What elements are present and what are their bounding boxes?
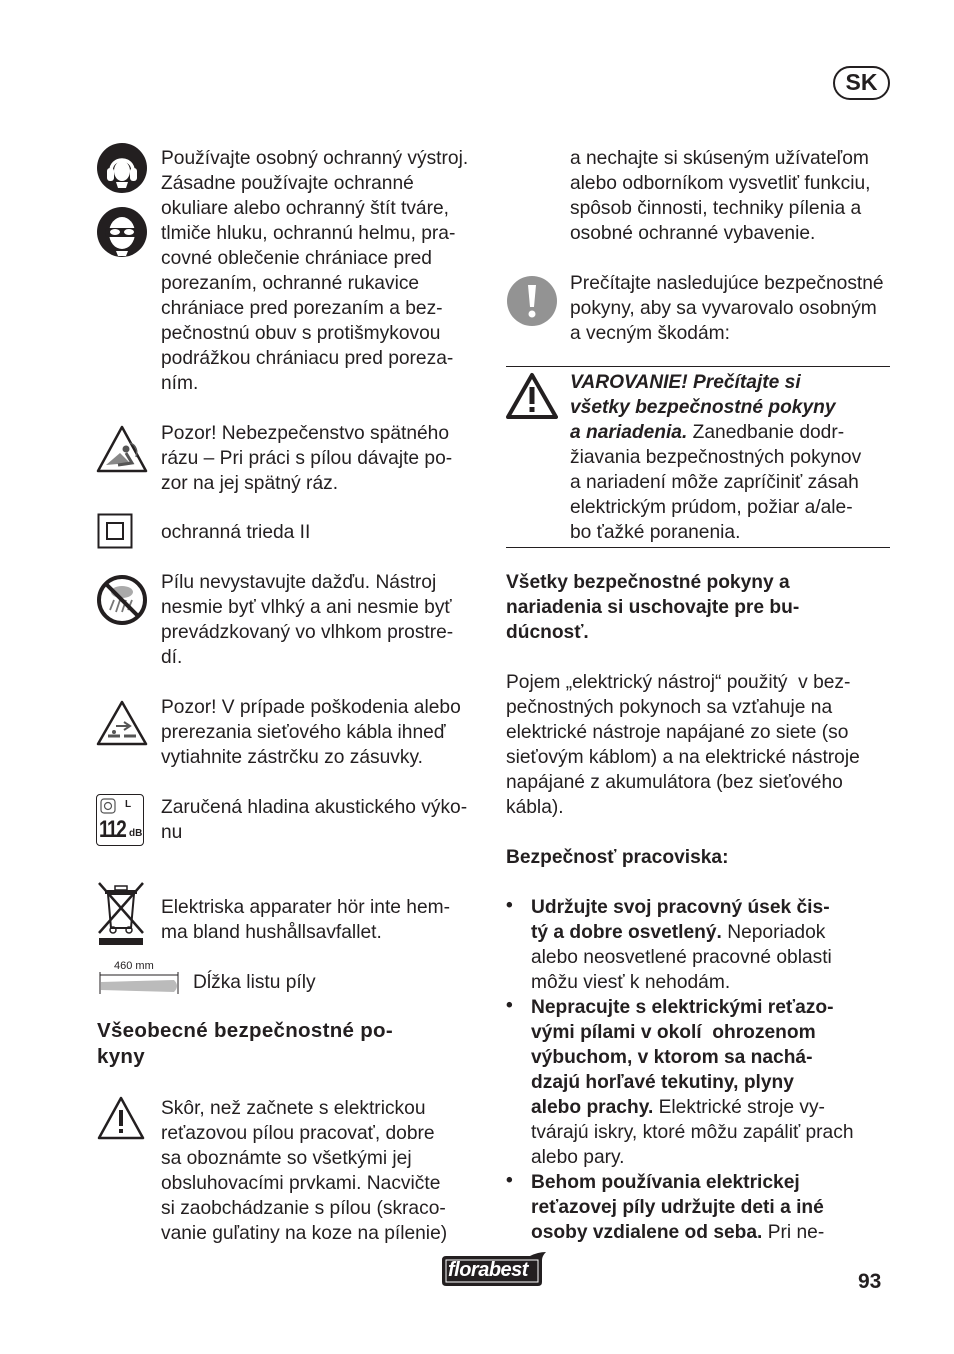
text-line: nariadenia si uschovajte pre bu- (506, 597, 800, 618)
language-badge: SK (833, 66, 890, 100)
warning-bold-line: VAROVANIE! Prečítajte si (570, 372, 801, 393)
no-rain-icon (96, 574, 148, 626)
text-line: dúcnosť. (506, 622, 589, 643)
text-line: alebo neosvetlené pracovné oblasti (531, 947, 832, 968)
bullet: • (506, 895, 513, 916)
ear-protection-icon (96, 142, 148, 194)
text-line: prevádzkovaný vo vlhkom prostre- (161, 622, 454, 643)
text-line: alebo pary. (531, 1147, 625, 1168)
warning-top-rule (506, 366, 890, 367)
text-line: okuliare alebo ochranný štít tváre, (161, 198, 449, 219)
bold-line: Nepracujte s elektrickými reťazo- (531, 997, 834, 1018)
workplace-safety-heading (506, 845, 728, 870)
text-line: a nariadení môže zapríčiniť zásah (570, 472, 859, 493)
read-instructions-text (570, 271, 884, 346)
keep-instructions-text (506, 570, 799, 645)
text-line: zor na jej spätný ráz. (161, 473, 339, 494)
text-line: si zaobchádzanie s pílou (skraco- (161, 1198, 446, 1219)
text-line: covné oblečenie chrániace pred (161, 248, 432, 269)
text-line: Dĺžka listu píly (193, 972, 316, 993)
text-line: chrániace pred porezaním a bez- (161, 298, 443, 319)
bar-length-label: 460 mm (114, 960, 154, 972)
text-line: Pílu nevystavujte dažďu. Nástroj (161, 572, 437, 593)
noise-level-icon (96, 794, 144, 846)
bullet-item (531, 1170, 824, 1245)
warning-block (570, 370, 861, 545)
noise-unit: dB (129, 828, 143, 839)
text-line: Zásadne používajte ochranné (161, 173, 414, 194)
exclamation-icon (507, 276, 557, 326)
bold-line: Udržujte svoj pracovný úsek čis- (531, 897, 830, 918)
noise-text (161, 795, 467, 845)
bullet: • (506, 995, 513, 1016)
text-line: prerezania sieťového kábla ihneď (161, 722, 446, 743)
term-definition-text (506, 670, 860, 820)
text-line: ma bland hushållsavfallet. (161, 922, 382, 943)
warning-icon (97, 1096, 145, 1140)
protection-class-ii-icon (97, 513, 133, 549)
text-line: ochranná trieda II (161, 522, 311, 543)
text-line: ním. (161, 373, 199, 394)
weee-bin-icon (96, 880, 146, 946)
warning-icon (506, 372, 558, 420)
bullet-item (531, 995, 854, 1170)
class-ii-text (161, 520, 310, 545)
kickback-text (161, 421, 452, 496)
florabest-logo (438, 1250, 550, 1288)
text-line: pečnostnú obuv s protišmykovou (161, 323, 441, 344)
text-line: vanie guľatiny na koze na pílenie) (161, 1223, 448, 1244)
rain-text (161, 570, 453, 670)
noise-value: 112 (99, 816, 126, 843)
text-line: Pozor! Nebezpečenstvo spätného (161, 423, 449, 444)
text-line: bo ťažké poranenia. (570, 522, 741, 543)
text-line: žiavania bezpečnostných pokynov (570, 447, 862, 468)
text-line: tlmiče hluku, ochrannú helmu, pra- (161, 223, 456, 244)
text-line: dí. (161, 647, 183, 668)
bold-line: alebo prachy. (531, 1097, 654, 1118)
text-line: osobné ochranné vybavenie. (570, 223, 816, 244)
text-line: Všetky bezpečnostné pokyny a (506, 572, 790, 593)
bold-line: osoby vzdialene od seba. (531, 1222, 763, 1243)
page-number: 93 (858, 1270, 882, 1293)
cable-damage-warning-icon (96, 700, 148, 746)
text-line: elektrické nástroje napájané zo siete (so (506, 722, 849, 743)
text-line: reťazovou pílou pracovať, dobre (161, 1123, 435, 1144)
text-line: Zaručená hladina akustického výko- (161, 797, 468, 818)
text-line: Skôr, než začnete s elektrickou (161, 1098, 426, 1119)
kickback-warning-icon (96, 425, 148, 473)
text-line: alebo odborníkom vysvetliť funkciu, (570, 173, 871, 194)
logo-text: florabest (448, 1259, 528, 1281)
weee-text (161, 895, 450, 945)
text-line: sieťovým káblom) a na elektrické nástroje (506, 747, 860, 768)
text-line: Zanedbanie dodr- (687, 422, 845, 443)
text-line: môžu viesť k nehodám. (531, 972, 731, 993)
text-line: Pojem „elektrický nástroj“ použitý v bez- (506, 672, 851, 693)
sound-icon (100, 798, 116, 814)
heading-line: Bezpečnosť pracoviska: (506, 847, 729, 868)
bullet: • (506, 1170, 513, 1191)
saw-bar-icon (96, 972, 182, 996)
text-line: nesmie byť vlhký a ani nesmie byť (161, 597, 452, 618)
bold-line: vými pílami v okolí ohrozenom (531, 1022, 816, 1043)
text-line: rázu – Pri práci s pílou dávajte po- (161, 448, 453, 469)
text-line: vytiahnite zástrčku zo zásuvky. (161, 747, 423, 768)
warning-bold-line: všetky bezpečnostné pokyny (570, 397, 836, 418)
text-line: kábla). (506, 797, 564, 818)
text-line: napájané z akumulátora (bez sieťového (506, 772, 843, 793)
text-line: Prečítajte nasledujúce bezpečnostné (570, 273, 884, 294)
continuation-text (570, 146, 871, 246)
text-line: podrážkou chrániacu pred poreza- (161, 348, 454, 369)
text-line: Neporiadok (721, 922, 826, 943)
general-safety-heading (97, 1018, 393, 1070)
text-line: pokyny, aby sa vyvarovalo osobným (570, 298, 877, 319)
warning-bottom-rule (506, 547, 890, 548)
text-line: porezaním, ochranné rukavice (161, 273, 420, 294)
cable-text (161, 695, 461, 770)
bullet-item (531, 895, 832, 995)
bold-line: reťazovej píly udržujte deti a iné (531, 1197, 824, 1218)
ppe-instructions (161, 146, 468, 396)
bold-line: dzajú horľavé tekutiny, plyny (531, 1072, 794, 1093)
general-text (161, 1096, 447, 1246)
text-line: Pozor! V prípade poškodenia alebo (161, 697, 461, 718)
text-line: sa oboznámte so všetkými jej (161, 1148, 412, 1169)
text-line: pečnostných pokynoch sa vzťahuje na (506, 697, 833, 718)
text-line: a nechajte si skúseným užívateľom (570, 148, 869, 169)
heading-line: kyny (97, 1045, 145, 1068)
bar-length-icon (96, 960, 182, 998)
heading-line: Všeobecné bezpečnostné po- (97, 1019, 394, 1042)
text-line: Pri ne- (762, 1222, 825, 1243)
text-line: spôsob činnosti, techniky pílenia a (570, 198, 862, 219)
text-line: Používajte osobný ochranný výstroj. (161, 148, 469, 169)
eye-protection-icon (96, 206, 148, 258)
text-line: Elektriska apparater hör inte hem- (161, 897, 451, 918)
bold-line: výbuchom, v ktorom sa nachá- (531, 1047, 813, 1068)
warning-bold-line: a nariadenia. (570, 422, 688, 443)
bar-length-text (193, 970, 316, 995)
text-line: elektrickým prúdom, požiar a/ale- (570, 497, 853, 518)
text-line: Elektrické stroje vy- (653, 1097, 825, 1118)
noise-label: L (125, 799, 132, 810)
text-line: a vecným škodám: (570, 323, 730, 344)
bold-line: Behom používania elektrickej (531, 1172, 800, 1193)
text-line: nu (161, 822, 183, 843)
bold-line: tý a dobre osvetlený. (531, 922, 722, 943)
text-line: tvárajú iskry, ktoré môžu zapáliť prach (531, 1122, 854, 1143)
text-line: obsluhovacími prvkami. Nacvičte (161, 1173, 441, 1194)
